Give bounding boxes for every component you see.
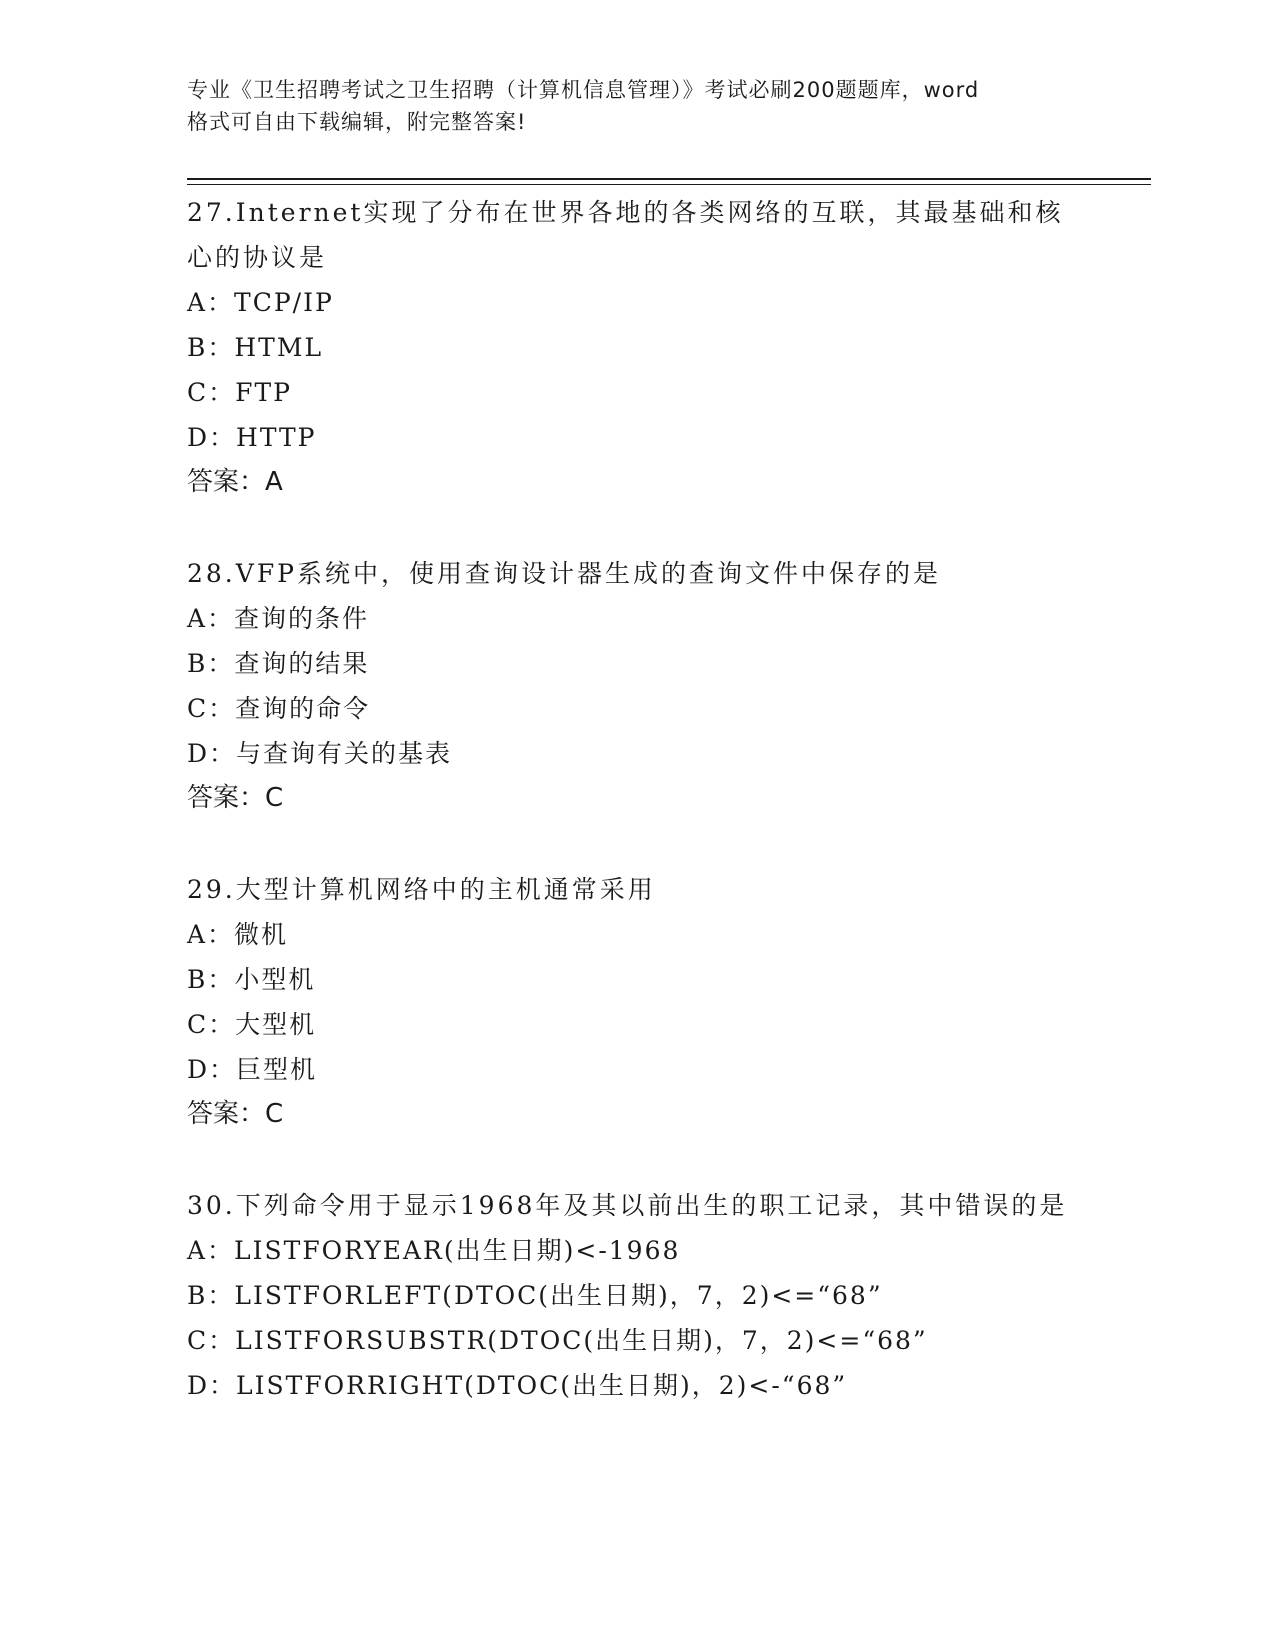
option-d: D：巨型机 (187, 1055, 318, 1084)
header-line-1: 专业《卫生招聘考试之卫生招聘（计算机信息管理）》考试必刷200题题库，word (187, 78, 980, 102)
question-28 (187, 551, 1087, 820)
option-d: D：LISTFORRIGHT(DTOC(出生日期)，2)<-“68” (187, 1371, 848, 1400)
answer-line: 答案：C (187, 783, 284, 813)
question-spacer (187, 504, 1087, 551)
question-stem: 30.下列命令用于显示1968年及其以前出生的职工记录，其中错误的是 (187, 1191, 1068, 1220)
option-a: A：LISTFORYEAR(出生日期)<-1968 (187, 1236, 681, 1265)
option-d: D：HTTP (187, 423, 317, 452)
option-b: B：LISTFORLEFT(DTOC(出生日期)，7，2)<=“68” (187, 1281, 883, 1310)
option-a: A：查询的条件 (187, 604, 370, 633)
question-stem: 29.大型计算机网络中的主机通常采用 (187, 875, 656, 904)
option-d: D：与查询有关的基表 (187, 739, 453, 768)
option-c: C：LISTFORSUBSTR(DTOC(出生日期)，7，2)<=“68” (187, 1326, 928, 1355)
question-29 (187, 867, 1087, 1136)
question-30 (187, 1183, 1087, 1408)
header-divider-thin (187, 184, 1151, 185)
question-list (187, 190, 1087, 1408)
answer-line: 答案：A (187, 467, 283, 497)
option-a: A：TCP/IP (187, 288, 334, 317)
question-27 (187, 190, 1087, 504)
option-b: B：HTML (187, 333, 324, 362)
option-a: A：微机 (187, 920, 289, 949)
option-c: C：查询的命令 (187, 694, 371, 723)
question-stem: 28.VFP系统中，使用查询设计器生成的查询文件中保存的是 (187, 559, 941, 588)
question-spacer (187, 820, 1087, 867)
option-b: B：小型机 (187, 965, 316, 994)
question-spacer (187, 1136, 1087, 1183)
option-c: C：FTP (187, 378, 292, 407)
header-line-2: 格式可自由下载编辑，附完整答案! (187, 110, 527, 134)
option-c: C：大型机 (187, 1010, 317, 1039)
document-header (187, 74, 1087, 138)
question-stem: 27.Internet实现了分布在世界各地的各类网络的互联，其最基础和核心的协议是 (187, 198, 1064, 272)
option-b: B：查询的结果 (187, 649, 370, 678)
answer-line: 答案：C (187, 1099, 284, 1129)
header-divider-thick (187, 178, 1151, 180)
